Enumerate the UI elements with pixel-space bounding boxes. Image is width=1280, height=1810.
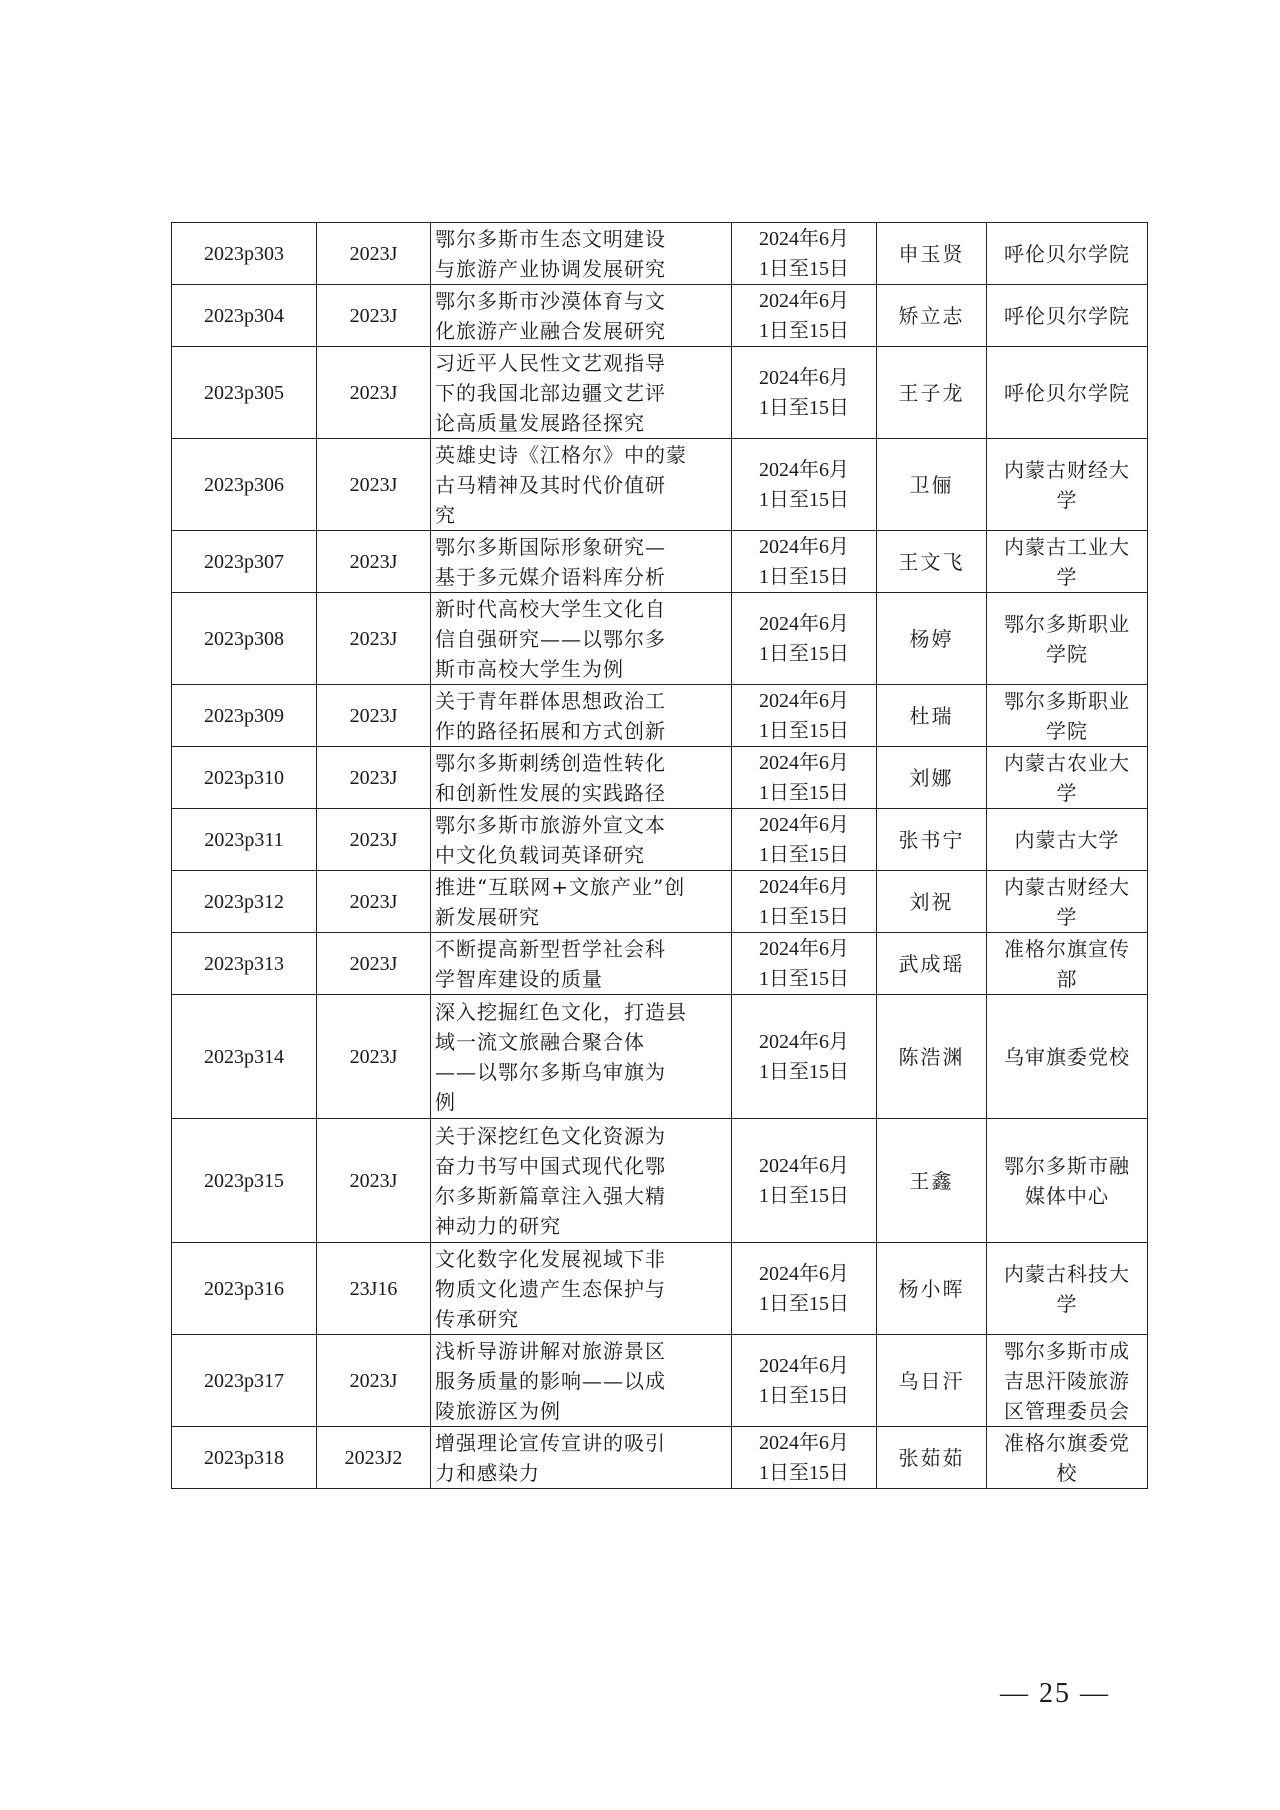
period-cell-line: 2024年6月 bbox=[759, 751, 849, 774]
period-cell-line: 1日至15日 bbox=[759, 488, 849, 511]
person-name-cell: 张书宁 bbox=[877, 809, 987, 871]
unit-cell-line: 学 bbox=[1056, 780, 1078, 805]
unit-cell-line: 学 bbox=[1056, 564, 1078, 589]
period-cell-line: 2024年6月 bbox=[759, 1354, 849, 1377]
project-title-cell bbox=[431, 809, 732, 871]
table-row bbox=[172, 531, 1148, 593]
project-title-cell-line: 习近平人民性文艺观指导 bbox=[435, 350, 666, 375]
person-name-cell: 王文飞 bbox=[877, 531, 987, 593]
project-title-cell bbox=[431, 347, 732, 439]
unit-cell-line: 乌审旗委党校 bbox=[1004, 1044, 1130, 1069]
project-title-cell-line: 基于多元媒介语料库分析 bbox=[435, 564, 666, 589]
project-title-cell bbox=[431, 747, 732, 809]
unit-cell bbox=[987, 223, 1148, 285]
project-title-cell-line: 不断提高新型哲学社会科 bbox=[435, 936, 666, 961]
period-cell bbox=[732, 1243, 877, 1335]
period-cell-line: 1日至15日 bbox=[759, 1184, 849, 1207]
project-title-cell-line: 论高质量发展路径探究 bbox=[435, 410, 645, 435]
project-id-cell: 2023p307 bbox=[172, 531, 317, 593]
project-title-cell-line: 作的路径拓展和方式创新 bbox=[435, 718, 666, 743]
table-row bbox=[172, 809, 1148, 871]
table-row bbox=[172, 1119, 1148, 1243]
person-name-cell: 乌日汗 bbox=[877, 1335, 987, 1427]
unit-cell bbox=[987, 593, 1148, 685]
period-cell bbox=[732, 871, 877, 933]
project-title-cell bbox=[431, 1335, 732, 1427]
table-row bbox=[172, 347, 1148, 439]
unit-cell bbox=[987, 747, 1148, 809]
project-title-cell-line: 新发展研究 bbox=[435, 904, 540, 929]
batch-cell: 2023J bbox=[317, 1119, 431, 1243]
project-title-cell bbox=[431, 439, 732, 531]
unit-cell bbox=[987, 531, 1148, 593]
batch-cell: 2023J bbox=[317, 223, 431, 285]
table-row bbox=[172, 933, 1148, 995]
unit-cell bbox=[987, 1243, 1148, 1335]
period-cell-line: 1日至15日 bbox=[759, 905, 849, 928]
unit-cell-line: 内蒙古科技大 bbox=[1004, 1261, 1130, 1286]
project-title-cell bbox=[431, 685, 732, 747]
project-title-cell-line: 传承研究 bbox=[435, 1306, 519, 1331]
batch-cell: 2023J bbox=[317, 347, 431, 439]
project-title-cell-line: 服务质量的影响——以成 bbox=[435, 1368, 666, 1393]
table-row bbox=[172, 593, 1148, 685]
person-name-cell: 卫俪 bbox=[877, 439, 987, 531]
project-id-cell: 2023p318 bbox=[172, 1427, 317, 1489]
unit-cell-line: 鄂尔多斯市融 bbox=[1004, 1153, 1130, 1178]
project-id-cell: 2023p316 bbox=[172, 1243, 317, 1335]
batch-cell: 2023J bbox=[317, 871, 431, 933]
period-cell-line: 1日至15日 bbox=[759, 1060, 849, 1083]
project-title-cell-line: 学智库建设的质量 bbox=[435, 966, 603, 991]
person-name-cell: 王子龙 bbox=[877, 347, 987, 439]
unit-cell bbox=[987, 1427, 1148, 1489]
period-cell bbox=[732, 685, 877, 747]
batch-cell: 2023J bbox=[317, 809, 431, 871]
project-title-cell bbox=[431, 933, 732, 995]
period-cell-line: 2024年6月 bbox=[759, 1431, 849, 1454]
unit-cell-line: 呼伦贝尔学院 bbox=[1004, 241, 1130, 266]
project-id-cell: 2023p305 bbox=[172, 347, 317, 439]
unit-cell bbox=[987, 1335, 1148, 1427]
period-cell-line: 2024年6月 bbox=[759, 1262, 849, 1285]
project-title-cell-line: ——以鄂尔多斯乌审旗为 bbox=[435, 1059, 666, 1084]
table-row bbox=[172, 1243, 1148, 1335]
period-cell-line: 1日至15日 bbox=[759, 1461, 849, 1484]
person-name-cell: 刘娜 bbox=[877, 747, 987, 809]
unit-cell-line: 内蒙古财经大 bbox=[1004, 457, 1130, 482]
project-title-cell-line: 下的我国北部边疆文艺评 bbox=[435, 380, 666, 405]
unit-cell-line: 鄂尔多斯职业 bbox=[1004, 611, 1130, 636]
unit-cell bbox=[987, 439, 1148, 531]
period-cell bbox=[732, 593, 877, 685]
period-cell bbox=[732, 285, 877, 347]
period-cell-line: 2024年6月 bbox=[759, 535, 849, 558]
period-cell-line: 1日至15日 bbox=[759, 719, 849, 742]
unit-cell-line: 呼伦贝尔学院 bbox=[1004, 380, 1130, 405]
period-cell-line: 1日至15日 bbox=[759, 967, 849, 990]
period-cell-line: 2024年6月 bbox=[759, 875, 849, 898]
table-row bbox=[172, 439, 1148, 531]
unit-cell bbox=[987, 809, 1148, 871]
unit-cell-line: 学院 bbox=[1046, 641, 1088, 666]
project-title-cell-line: 浅析导游讲解对旅游景区 bbox=[435, 1338, 666, 1363]
unit-cell-line: 鄂尔多斯职业 bbox=[1004, 688, 1130, 713]
unit-cell bbox=[987, 285, 1148, 347]
period-cell bbox=[732, 1335, 877, 1427]
batch-cell: 2023J2 bbox=[317, 1427, 431, 1489]
project-title-cell-line: 尔多斯新篇章注入强大精 bbox=[435, 1183, 666, 1208]
unit-cell bbox=[987, 347, 1148, 439]
unit-cell bbox=[987, 933, 1148, 995]
project-title-cell-line: 增强理论宣传宣讲的吸引 bbox=[435, 1430, 666, 1455]
project-title-cell-line: 鄂尔多斯国际形象研究— bbox=[435, 534, 666, 559]
period-cell-line: 2024年6月 bbox=[759, 813, 849, 836]
project-title-cell-line: 域一流文旅融合聚合体 bbox=[435, 1029, 645, 1054]
unit-cell-line: 校 bbox=[1056, 1460, 1078, 1485]
project-id-cell: 2023p313 bbox=[172, 933, 317, 995]
project-title-cell-line: 文化数字化发展视域下非 bbox=[435, 1246, 666, 1271]
batch-cell: 2023J bbox=[317, 531, 431, 593]
batch-cell: 2023J bbox=[317, 747, 431, 809]
period-cell-line: 2024年6月 bbox=[759, 1030, 849, 1053]
unit-cell-line: 学 bbox=[1056, 904, 1078, 929]
table-row bbox=[172, 1335, 1148, 1427]
project-title-cell bbox=[431, 285, 732, 347]
unit-cell bbox=[987, 1119, 1148, 1243]
unit-cell bbox=[987, 871, 1148, 933]
project-title-cell-line: 英雄史诗《江格尔》中的蒙 bbox=[435, 442, 687, 467]
project-title-cell bbox=[431, 223, 732, 285]
unit-cell-line: 吉思汗陵旅游 bbox=[1004, 1368, 1130, 1393]
project-title-cell-line: 深入挖掘红色文化，打造县 bbox=[435, 999, 687, 1024]
person-name-cell: 刘祝 bbox=[877, 871, 987, 933]
person-name-cell: 杨婷 bbox=[877, 593, 987, 685]
period-cell-line: 1日至15日 bbox=[759, 1384, 849, 1407]
period-cell-line: 2024年6月 bbox=[759, 227, 849, 250]
project-title-cell-line: 化旅游产业融合发展研究 bbox=[435, 318, 666, 343]
period-cell-line: 1日至15日 bbox=[759, 642, 849, 665]
unit-cell-line: 内蒙古大学 bbox=[1014, 827, 1120, 852]
table-row bbox=[172, 871, 1148, 933]
table-row bbox=[172, 685, 1148, 747]
batch-cell: 23J16 bbox=[317, 1243, 431, 1335]
period-cell-line: 2024年6月 bbox=[759, 458, 849, 481]
unit-cell-line: 呼伦贝尔学院 bbox=[1004, 303, 1130, 328]
table-body bbox=[172, 223, 1148, 1489]
batch-cell: 2023J bbox=[317, 439, 431, 531]
person-name-cell: 杨小晖 bbox=[877, 1243, 987, 1335]
project-title-cell-line: 例 bbox=[435, 1089, 456, 1114]
period-cell bbox=[732, 747, 877, 809]
period-cell bbox=[732, 1119, 877, 1243]
project-id-cell: 2023p303 bbox=[172, 223, 317, 285]
person-name-cell: 王鑫 bbox=[877, 1119, 987, 1243]
unit-cell-line: 内蒙古农业大 bbox=[1004, 750, 1130, 775]
project-title-cell-line: 鄂尔多斯市生态文明建设 bbox=[435, 226, 666, 251]
project-title-cell-line: 陵旅游区为例 bbox=[435, 1398, 561, 1423]
project-title-cell-line: 信自强研究——以鄂尔多 bbox=[435, 626, 666, 651]
period-cell-line: 1日至15日 bbox=[759, 1292, 849, 1315]
period-cell-line: 2024年6月 bbox=[759, 1154, 849, 1177]
person-name-cell: 张茹茹 bbox=[877, 1427, 987, 1489]
project-title-cell-line: 斯市高校大学生为例 bbox=[435, 656, 624, 681]
project-title-cell bbox=[431, 995, 732, 1119]
project-title-cell bbox=[431, 1119, 732, 1243]
period-cell-line: 2024年6月 bbox=[759, 937, 849, 960]
person-name-cell: 杜瑞 bbox=[877, 685, 987, 747]
period-cell-line: 1日至15日 bbox=[759, 781, 849, 804]
unit-cell-line: 内蒙古财经大 bbox=[1004, 874, 1130, 899]
period-cell-line: 1日至15日 bbox=[759, 396, 849, 419]
unit-cell-line: 学 bbox=[1056, 1291, 1078, 1316]
table-row bbox=[172, 995, 1148, 1119]
period-cell bbox=[732, 531, 877, 593]
project-title-cell bbox=[431, 1427, 732, 1489]
project-title-cell-line: 鄂尔多斯市旅游外宣文本 bbox=[435, 812, 666, 837]
project-title-cell-line: 中文化负载词英译研究 bbox=[435, 842, 645, 867]
project-title-cell-line: 古马精神及其时代价值研 bbox=[435, 472, 666, 497]
batch-cell: 2023J bbox=[317, 593, 431, 685]
unit-cell-line: 区管理委员会 bbox=[1004, 1398, 1130, 1423]
project-table bbox=[171, 222, 1148, 1489]
period-cell-line: 1日至15日 bbox=[759, 257, 849, 280]
period-cell-line: 1日至15日 bbox=[759, 565, 849, 588]
project-title-cell-line: 推进“互联网+文旅产业”创 bbox=[435, 874, 686, 899]
period-cell-line: 1日至15日 bbox=[759, 319, 849, 342]
project-title-cell-line: 物质文化遗产生态保护与 bbox=[435, 1276, 666, 1301]
unit-cell-line: 学 bbox=[1056, 487, 1078, 512]
project-title-cell-line: 鄂尔多斯市沙漠体育与文 bbox=[435, 288, 666, 313]
period-cell bbox=[732, 347, 877, 439]
project-id-cell: 2023p306 bbox=[172, 439, 317, 531]
unit-cell-line: 准格尔旗宣传 bbox=[1004, 936, 1130, 961]
period-cell-line: 2024年6月 bbox=[759, 289, 849, 312]
batch-cell: 2023J bbox=[317, 285, 431, 347]
unit-cell-line: 鄂尔多斯市成 bbox=[1004, 1338, 1130, 1363]
project-title-cell bbox=[431, 1243, 732, 1335]
project-id-cell: 2023p315 bbox=[172, 1119, 317, 1243]
project-id-cell: 2023p311 bbox=[172, 809, 317, 871]
period-cell-line: 2024年6月 bbox=[759, 689, 849, 712]
unit-cell-line: 内蒙古工业大 bbox=[1004, 534, 1130, 559]
period-cell-line: 1日至15日 bbox=[759, 843, 849, 866]
person-name-cell: 武成瑶 bbox=[877, 933, 987, 995]
project-id-cell: 2023p309 bbox=[172, 685, 317, 747]
project-title-cell-line: 新时代高校大学生文化自 bbox=[435, 596, 666, 621]
project-id-cell: 2023p308 bbox=[172, 593, 317, 685]
project-title-cell-line: 究 bbox=[435, 502, 456, 527]
period-cell bbox=[732, 995, 877, 1119]
project-title-cell-line: 鄂尔多斯刺绣创造性转化 bbox=[435, 750, 666, 775]
unit-cell-line: 学院 bbox=[1046, 718, 1088, 743]
project-title-cell-line: 力和感染力 bbox=[435, 1460, 540, 1485]
batch-cell: 2023J bbox=[317, 995, 431, 1119]
project-id-cell: 2023p304 bbox=[172, 285, 317, 347]
unit-cell-line: 媒体中心 bbox=[1025, 1183, 1109, 1208]
project-id-cell: 2023p310 bbox=[172, 747, 317, 809]
project-title-cell bbox=[431, 593, 732, 685]
project-title-cell-line: 关于青年群体思想政治工 bbox=[435, 688, 666, 713]
project-title-cell-line: 与旅游产业协调发展研究 bbox=[435, 256, 666, 281]
unit-cell bbox=[987, 995, 1148, 1119]
project-id-cell: 2023p314 bbox=[172, 995, 317, 1119]
project-title-cell bbox=[431, 531, 732, 593]
person-name-cell: 申玉贤 bbox=[877, 223, 987, 285]
person-name-cell: 陈浩渊 bbox=[877, 995, 987, 1119]
project-title-cell-line: 关于深挖红色文化资源为 bbox=[435, 1123, 666, 1148]
period-cell bbox=[732, 933, 877, 995]
unit-cell bbox=[987, 685, 1148, 747]
project-id-cell: 2023p312 bbox=[172, 871, 317, 933]
period-cell-line: 2024年6月 bbox=[759, 366, 849, 389]
project-title-cell-line: 和创新性发展的实践路径 bbox=[435, 780, 666, 805]
batch-cell: 2023J bbox=[317, 933, 431, 995]
table-row bbox=[172, 1427, 1148, 1489]
unit-cell-line: 部 bbox=[1056, 966, 1078, 991]
project-id-cell: 2023p317 bbox=[172, 1335, 317, 1427]
unit-cell-line: 准格尔旗委党 bbox=[1004, 1430, 1130, 1455]
project-title-cell bbox=[431, 871, 732, 933]
table-row bbox=[172, 223, 1148, 285]
project-title-cell-line: 奋力书写中国式现代化鄂 bbox=[435, 1153, 666, 1178]
table-row bbox=[172, 747, 1148, 809]
period-cell bbox=[732, 809, 877, 871]
batch-cell: 2023J bbox=[317, 685, 431, 747]
table-row bbox=[172, 285, 1148, 347]
period-cell bbox=[732, 439, 877, 531]
period-cell-line: 2024年6月 bbox=[759, 612, 849, 635]
page-number: — 25 — bbox=[1000, 1678, 1110, 1709]
period-cell bbox=[732, 1427, 877, 1489]
period-cell bbox=[732, 223, 877, 285]
project-title-cell-line: 神动力的研究 bbox=[435, 1213, 561, 1238]
person-name-cell: 矫立志 bbox=[877, 285, 987, 347]
batch-cell: 2023J bbox=[317, 1335, 431, 1427]
